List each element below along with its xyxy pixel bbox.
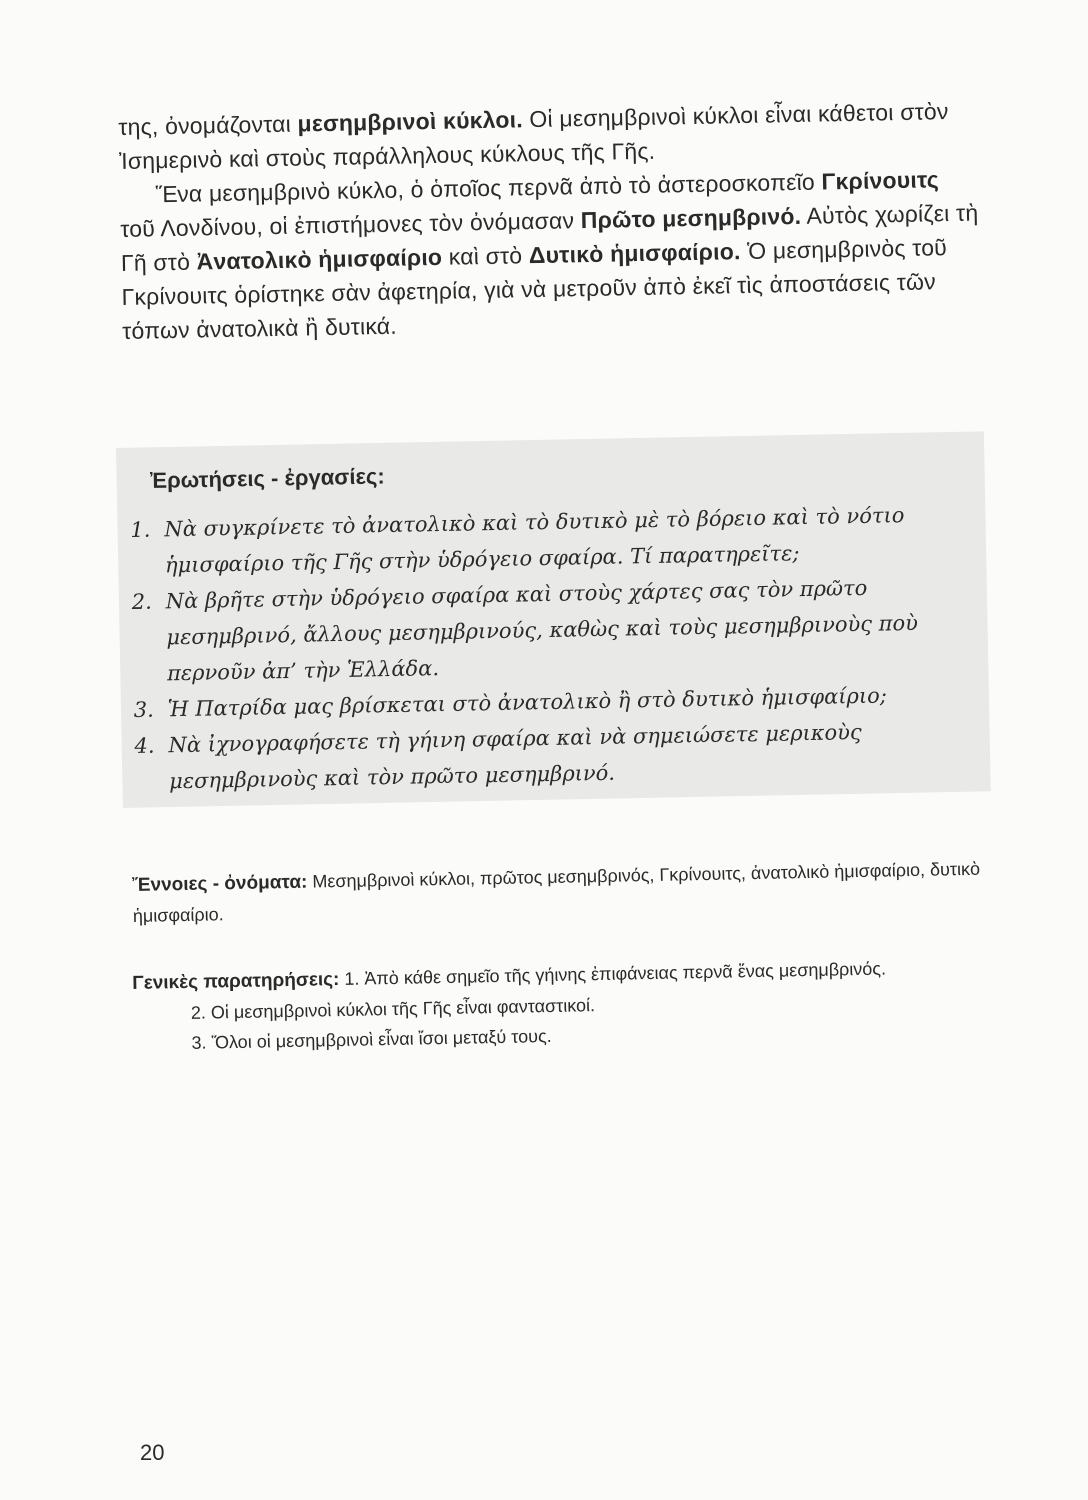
text-run: Ἕνα μεσημβρινὸ κύκλο, ὁ ὁποῖος περνᾶ ἀπὸ τὸ ἀστεροσκοπεῖο <box>155 168 822 208</box>
text-run: Αὐτὸς χωρίζει τὴ Γῆ στὸ <box>120 199 979 276</box>
text-run: καὶ στὸ <box>441 242 530 270</box>
term-eastern-hemisphere: Ἀνατολικὸ ἡμισφαίριο <box>196 243 443 275</box>
questions-heading: Ἐρωτήσεις - ἐργασίες: <box>150 463 385 493</box>
question-number: 2. <box>131 589 153 614</box>
page-number: 20 <box>140 1440 165 1465</box>
concepts-text: Μεσημβρινοὶ κύκλοι, πρῶτος μεσημβρινός, Γκρίνουιτς, ἀνατολικὸ ἡμισφαίριο, δυτικὸ ἡμισφαίριο. <box>132 858 981 926</box>
text-run: τοῦ Λονδίνου, οἱ ἐπιστήμονες τὸν ὀνόμασαν <box>120 207 581 242</box>
general-item-1: 1. Ἀπὸ κάθε σημεῖο τῆς γήινης ἐπιφάνειας περνᾶ ἕνας μεσημβρινός. <box>339 958 887 990</box>
paragraph-meridians <box>118 93 982 347</box>
question-item <box>131 568 983 692</box>
general-observations <box>132 951 994 1058</box>
question-text: Νὰ συγκρίνετε τὸ ἀνατολικὸ καὶ τὸ δυτικὸ μὲ τὸ βόρειο καὶ τὸ νότιο ἡμισφαίριο τῆς Γῆς στὴν ὑδρόγειο σφαίρα. Τί παρατηρεῖτε; <box>164 503 905 578</box>
general-item-3: 3. Ὅλοι οἱ μεσημβρινοὶ εἶναι ἴσοι μεταξύ τους. <box>191 1025 552 1053</box>
concepts-section <box>132 853 993 930</box>
question-text: Νὰ βρῆτε στὴν ὑδρόγειο σφαίρα καὶ στοὺς χάρτες σας τὸν πρῶτο μεσημβρινό, ἄλλους μεσημβρινούς, καθὼς καὶ τοὺς μεσημβρινοὺς ποὺ περνοῦν ἀπ’ τὴν Ἑλλάδα. <box>165 575 919 686</box>
term-western-hemisphere: Δυτικὸ ἡμισφαίριο. <box>528 238 741 269</box>
term-greenwich: Γκρίνουιτς <box>821 166 940 195</box>
question-text: Νὰ ἰχνογραφήσετε τὴ γήινη σφαίρα καὶ νὰ σημειώσετε μερικοὺς μεσημβρινοὺς καὶ τὸν πρῶτο μεσημβρινό. <box>168 719 862 794</box>
text-run: Οἱ μεσημβρινοὶ κύκλοι εἶναι κάθετοι στὸν Ἰσημερινὸ καὶ στοὺς παράλληλους κύκλους τῆς Γῆς. <box>118 98 949 174</box>
text-run: Ὁ μεσημβρινὸς τοῦ Γκρίνουιτς ὁρίστηκε σὰν ἀφετηρία, γιὰ νὰ μετροῦν ἀπὸ ἐκεῖ τὶς ἀποστάσεις τῶν τόπων ἀνατολικὰ ἢ δυτικά. <box>121 234 948 344</box>
concepts-label: Ἔννοιες - ὀνόματα: <box>132 871 308 896</box>
general-label: Γενικὲς παρατηρήσεις: <box>132 969 340 994</box>
term-prime-meridian: Πρῶτο μεσημβρινό. <box>580 202 802 234</box>
paragraph-2 <box>119 161 982 347</box>
questions-list <box>130 496 985 800</box>
text-run: της, ὀνομάζονται <box>118 110 298 140</box>
general-item-2: 2. Οἱ μεσημβρινοὶ κύκλοι τῆς Γῆς εἶναι φανταστικοί. <box>190 995 596 1023</box>
question-number: 3. <box>133 697 155 722</box>
question-number: 4. <box>134 733 155 758</box>
term-meridian-circles: μεσημβρινοὶ κύκλοι. <box>297 106 524 137</box>
question-text: Ἡ Πατρίδα μας βρίσκεται στὸ ἀνατολικὸ ἢ στὸ δυτικὸ ἡμισφαίριο; <box>167 683 888 722</box>
question-number: 1. <box>130 517 151 542</box>
